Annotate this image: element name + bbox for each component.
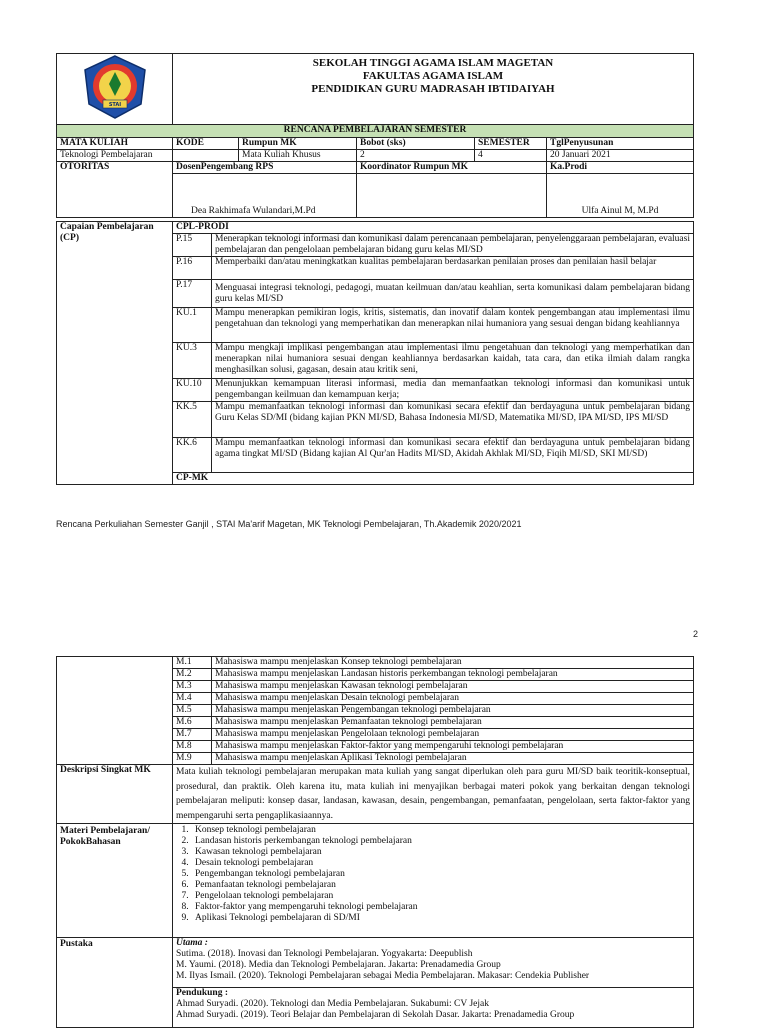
cpmk-code: M.8 [173, 741, 212, 753]
dosen-name: Dea Rakhimafa Wulandari,M.Pd [173, 174, 357, 218]
cpmk-code: M.7 [173, 729, 212, 741]
cpmk-code: M.1 [173, 657, 212, 669]
cp-label: Capaian Pembelajaran (CP) [57, 222, 173, 485]
pustaka-utama-item: M. Ilyas Ismail. (2020). Teknologi Pembelajaran sebagai Media Pembelajaran. Makasar: Cendekia Publisher [176, 971, 590, 981]
col-mata-kuliah: MATA KULIAH [57, 138, 173, 150]
institution-header [173, 54, 694, 125]
pustaka-pendukung-item: Ahmad Suryadi. (2019). Teori Belajar dan Pembelajaran di Sekolah Dasar. Jakarta: Prenadamedia Group [176, 1010, 575, 1020]
cpl-code: P.17 [173, 280, 212, 308]
materi-list-cell [173, 824, 694, 938]
cpmk-code: M.4 [173, 693, 212, 705]
col-rumpun: Rumpun MK [239, 138, 357, 150]
cpl-text: Menerapkan teknologi informasi dan komunikasi dalam perencanaan pembelajaran, penyelenggaraan pembelajaran, evaluasi pembelajaran dan pengelolaan pembelajaran bidang guru kelas MI/SD [212, 234, 694, 257]
logo-cell [57, 54, 173, 125]
cpmk-text: Mahasiswa mampu menjelaskan Konsep teknologi pembelajaran [212, 657, 694, 669]
col-bobot: Bobot (sks) [357, 138, 475, 150]
pustaka-utama-item: Sutima. (2018). Inovasi dan Teknologi Pembelajaran. Yogyakarta: Deepublish [176, 949, 473, 959]
cpmk-code: M.6 [173, 717, 212, 729]
cpl-text: Mampu menerapkan pemikiran logis, kritis, sistematis, dan inovatif dalam kontek pengembangan atau implementasi ilmu pengetahuan dan teknologi yang memperhatikan dan menerapkan nilai humaniora yang sesuai dengan bidang keahliannya [212, 308, 694, 343]
pustaka-label: Pustaka [57, 938, 173, 1028]
cpmk-code: M.3 [173, 681, 212, 693]
institution-logo-icon [81, 54, 149, 120]
value-kode [173, 150, 239, 162]
header-line-1: SEKOLAH TINGGI AGAMA ISLAM MAGETAN [312, 57, 554, 69]
cpl-text: Mampu memanfaatkan teknologi informasi dan komunikasi secara efektif dan berdayaguna untuk pembelajaran bidang agama tingkat MI/SD (Bidang kajian Al Qur'an Hadits MI/SD, Akidah Akhlak MI/SD, Fiqih MI/SD, SKI MI/SD) [212, 438, 694, 473]
cpl-code: KK.5 [173, 402, 212, 438]
cpmk-code: M.9 [173, 753, 212, 765]
cpmk-text: Mahasiswa mampu menjelaskan Landasan historis perkembangan teknologi pembelajaran [212, 669, 694, 681]
pustaka-pendukung-item: Ahmad Suryadi. (2020). Teknologi dan Media Pembelajaran. Sukabumi: CV Jejak [176, 999, 489, 1009]
materi-item: 1. Konsep teknologi pembelajaran [191, 825, 690, 836]
cpmk-text: Mahasiswa mampu menjelaskan Kawasan teknologi pembelajaran [212, 681, 694, 693]
pustaka-utama-cell [173, 938, 694, 988]
col-semester: SEMESTER [475, 138, 547, 150]
cpmk-code: M.2 [173, 669, 212, 681]
dosen-heading: DosenPengembang RPS [173, 162, 357, 174]
materi-item: 6. Pemanfaatan teknologi pembelajaran [191, 880, 690, 891]
materi-item: 2. Landasan historis perkembangan teknologi pembelajaran [191, 836, 690, 847]
materi-item: 4. Desain teknologi pembelajaran [191, 858, 690, 869]
col-tgl: TglPenyusunan [547, 138, 694, 150]
cpl-code: P.16 [173, 257, 212, 280]
materi-item: 5. Pengembangan teknologi pembelajaran [191, 869, 690, 880]
deskripsi-label: Deskripsi Singkat MK [57, 765, 173, 824]
cpmk-text: Mahasiswa mampu menjelaskan Desain teknologi pembelajaran [212, 693, 694, 705]
materi-item: 9. Aplikasi Teknologi pembelajaran di SD/MI [191, 913, 690, 924]
cpl-code: KU.1 [173, 308, 212, 343]
value-mata-kuliah: Teknologi Pembelajaran [57, 150, 173, 162]
pustaka-utama-label: Utama : [176, 938, 208, 948]
pustaka-utama-item: M. Yaumi. (2018). Media dan Teknologi Pembelajaran. Jakarta: Prenadamedia Group [176, 960, 501, 970]
page-number: 2 [693, 629, 699, 639]
rps-header-table [56, 53, 694, 218]
cpl-code: P.15 [173, 234, 212, 257]
value-bobot: 2 [357, 150, 475, 162]
koordinator-heading: Koordinator Rumpun MK [357, 162, 547, 174]
materi-item: 8. Faktor-faktor yang mempengaruhi teknologi pembelajaran [191, 902, 690, 913]
otoritas-label: OTORITAS [57, 162, 173, 218]
cpmk-text: Mahasiswa mampu menjelaskan Faktor-faktor yang mempengaruhi teknologi pembelajaran [212, 741, 694, 753]
kaprodi-heading: Ka.Prodi [547, 162, 694, 174]
cpl-text: Menguasai integrasi teknologi, pedagogi, muatan keilmuan dan/atau keahlian, serta komunikasi dalam pembelajaran bidang guru kelas MI/SD [212, 280, 694, 308]
cpmk-text: Mahasiswa mampu menjelaskan Pengelolaan teknologi pembelajaran [212, 729, 694, 741]
cpl-text: Mampu memanfaatkan teknologi informasi dan komunikasi secara efektif dan berdayaguna untuk pembelajaran bidang Guru Kelas SD/MI (bidang kajian PKN MI/SD, Bahasa Indonesia MI/SD, Matematika MI/SD, IPA MI/SD, IPS MI/SD [212, 402, 694, 438]
value-semester: 4 [475, 150, 547, 162]
cpl-text: Menunjukkan kemampuan literasi informasi, media dan memanfaatkan teknologi informasi dan komunikasi untuk pengembangan keilmuan dan kemampuan kerja; [212, 379, 694, 402]
deskripsi-text: Mata kuliah teknologi pembelajaran merupakan mata kuliah yang sangat diperlukan oleh para guru MI/SD baik teoritik-konseptual, prosedural, dan praktik. Oleh karena itu, mata kuliah ini menyajikan berbagai materi pokok yang berkaitan dengan teknologi pembelajaran meliputi: konsep dasar, landasan, kawasan, desain, pengembangan, pemanfaatan, pengelolaan, serta faktor-faktor yang mempengaruhi serta pengaplikasiaannya. [173, 765, 694, 824]
materi-label: Materi Pembelajaran/ PokokBahasan [57, 824, 173, 938]
page-footer: Rencana Perkuliahan Semester Ganjil , STAI Ma'arif Magetan, MK Teknologi Pembelajaran, Th.Akademik 2020/2021 [56, 519, 522, 529]
cpl-code: KU.10 [173, 379, 212, 402]
cpmk-label-cell [57, 657, 173, 765]
header-line-2: FAKULTAS AGAMA ISLAM [362, 70, 504, 82]
materi-list [176, 825, 690, 924]
pustaka-pendukung-cell [173, 988, 694, 1028]
rps-title: RENCANA PEMBELAJARAN SEMESTER [57, 125, 694, 138]
cpmk-text: Mahasiswa mampu menjelaskan Pengembangan teknologi pembelajaran [212, 705, 694, 717]
cpl-table [56, 221, 694, 485]
value-tgl: 20 Januari 2021 [547, 150, 694, 162]
koordinator-name [357, 174, 547, 218]
kaprodi-name: Ulfa Ainul M, M.Pd [547, 174, 694, 218]
cpmk-code: M.5 [173, 705, 212, 717]
value-rumpun: Mata Kuliah Khusus [239, 150, 357, 162]
cpl-text: Mampu mengkaji implikasi pengembangan atau implementasi ilmu pengetahuan dan teknologi yang memperhatikan dan menerapkan nilai humaniora sesuai dengan keahliannya berdasarkan kaidah, tata cara, dan etika ilmiah dalam rangka menghasilkan solusi, gagasan, desain atau kritik seni, [212, 343, 694, 379]
cpmk-heading: CP-MK [173, 473, 694, 485]
materi-item: 7. Pengelolaan teknologi pembelajaran [191, 891, 690, 902]
cpmk-text: Mahasiswa mampu menjelaskan Pemanfaatan teknologi pembelajaran [212, 717, 694, 729]
cpl-code: KU.3 [173, 343, 212, 379]
cpmk-table [56, 656, 694, 1028]
header-line-3: PENDIDIKAN GURU MADRASAH IBTIDAIYAH [311, 83, 555, 95]
pustaka-pendukung-label: Pendukung : [176, 988, 229, 998]
svg-text:STAI: STAI [108, 102, 121, 108]
cpl-prodi-heading: CPL-PRODI [173, 222, 694, 234]
cpl-code: KK.6 [173, 438, 212, 473]
materi-item: 3. Kawasan teknologi pembelajaran [191, 847, 690, 858]
col-kode: KODE [173, 138, 239, 150]
cpmk-text: Mahasiswa mampu menjelaskan Aplikasi Teknologi pembelajaran [212, 753, 694, 765]
cpl-text: Memperbaiki dan/atau meningkatkan kualitas pembelajaran berdasarkan penilaian proses dan penilaian hasil belajar [212, 257, 694, 280]
